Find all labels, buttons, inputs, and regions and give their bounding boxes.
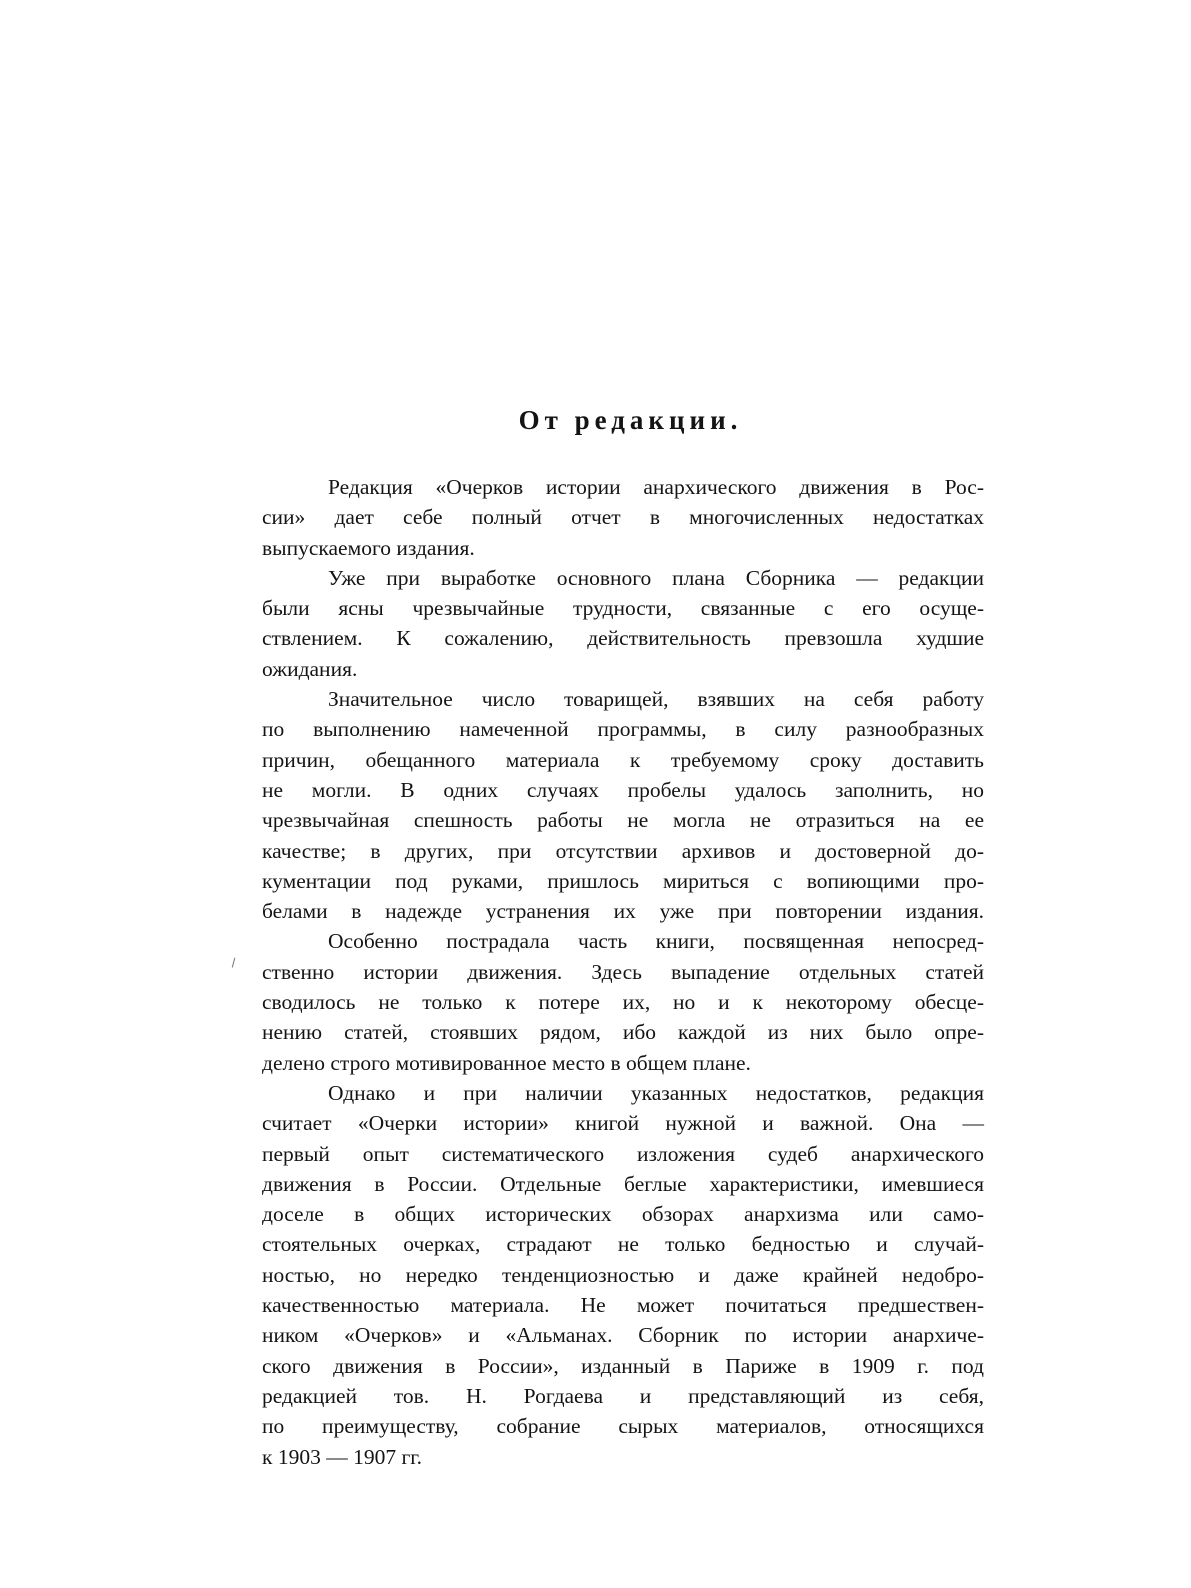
paragraph <box>262 684 984 926</box>
text-line: ностью, но нередко тенденциозностью и даже крайней недобро- <box>262 1262 984 1287</box>
text-line: нению статей, стоявших рядом, ибо каждой из них было опре- <box>262 1020 984 1045</box>
text-line: Уже при выработке основного плана Сборника — редакции <box>328 565 984 590</box>
text-line: причин, обещанного материала к требуемому сроку доставить <box>262 747 984 772</box>
text-line: чрезвычайная спешность работы не могла не отразиться на ее <box>262 808 984 833</box>
text-line: Однако и при наличии указанных недостатков, редакция <box>328 1080 984 1105</box>
text-line: делено строго мотивированное место в общем плане. <box>262 1050 751 1075</box>
text-line: выпускаемого издания. <box>262 535 475 560</box>
text-line: качественностью материала. Не может почитаться предшествен- <box>262 1293 984 1318</box>
text-line: кументации под руками, пришлось мириться с вопиющими про- <box>262 868 984 893</box>
text-line: белами в надежде устранения их уже при повторении издания. <box>262 899 984 924</box>
text-line: по выполнению намеченной программы, в силу разнообразных <box>262 717 984 742</box>
text-line: сии» дает себе полный отчет в многочисленных недостатках <box>262 505 984 530</box>
text-line: считает «Очерки истории» книгой нужной и важной. Она — <box>262 1111 984 1136</box>
text-line: первый опыт систематического изложения судеб анархического <box>262 1141 984 1166</box>
text-line: ником «Очерков» и «Альманах. Сборник по истории анархиче- <box>262 1323 984 1348</box>
page-title: От редакции. <box>518 405 743 435</box>
text-line: доселе в общих исторических обзорах анархизма или само- <box>262 1202 984 1227</box>
text-line: сводилось не только к потере их, но и к некоторому обесце- <box>262 990 984 1015</box>
text-line: качестве; в других, при отсутствии архивов и достоверной до- <box>262 838 984 863</box>
text-line: ожидания. <box>262 656 358 681</box>
text-line: Редакция «Очерков истории анархического движения в Рос- <box>328 475 984 499</box>
body-text <box>262 472 984 1472</box>
paragraph <box>262 926 984 1077</box>
text-line: не могли. В одних случаях пробелы удалось заполнить, но <box>262 777 984 802</box>
text-line: ственно истории движения. Здесь выпадение отдельных статей <box>262 959 984 984</box>
text-line: к 1903 — 1907 гг. <box>262 1444 423 1469</box>
text-line: Значительное число товарищей, взявших на себя работу <box>328 687 984 712</box>
paragraph <box>262 1078 984 1472</box>
text-line: по преимуществу, собрание сырых материалов, относящихся <box>262 1414 984 1439</box>
text-line: были ясны чрезвычайные трудности, связанные с его осуще- <box>262 596 984 621</box>
text-line: редакцией тов. Н. Рогдаева и представляющий из себя, <box>262 1383 984 1408</box>
text-line: ствлением. К сожалению, действительность превзошла худшие <box>262 626 984 651</box>
text-line: ского движения в России», изданный в Париже в 1909 г. под <box>262 1353 984 1378</box>
scan-mark <box>232 958 238 969</box>
text-line: стоятельных очерках, страдают не только бедностью и случай- <box>262 1232 984 1257</box>
text-line: движения в России. Отдельные беглые характеристики, имевшиеся <box>262 1171 984 1196</box>
paragraph <box>262 563 984 684</box>
paragraph <box>262 472 984 563</box>
text-line: Особенно пострадала часть книги, посвященная непосред- <box>328 929 984 954</box>
